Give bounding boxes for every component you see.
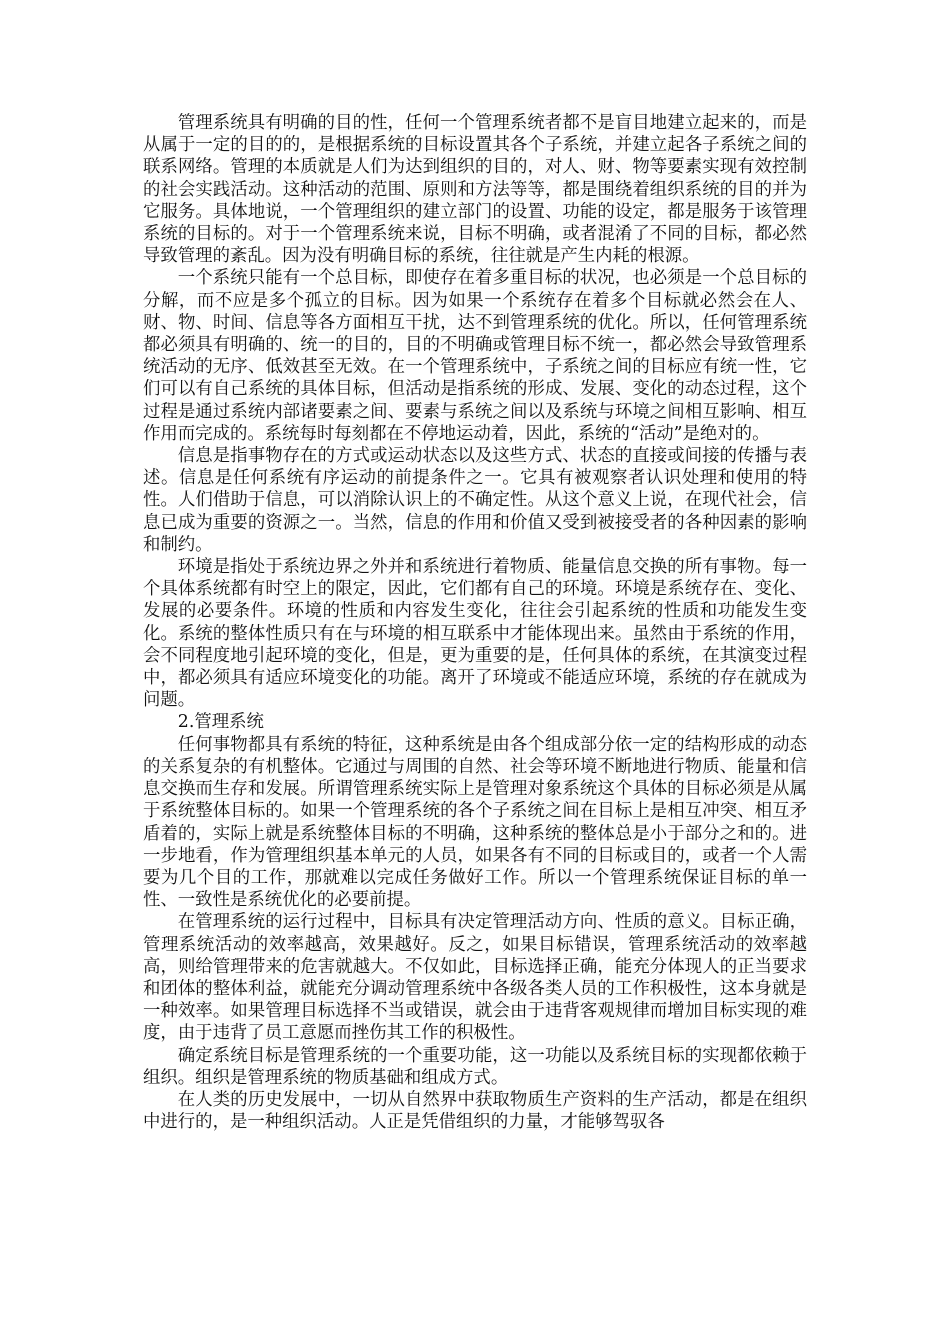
section-heading: 2.管理系统 (177, 712, 264, 733)
paragraph-single-goal: 一个系统只能有一个总目标，即使存在着多重目标的状况，也必须是一个总目标的分解，而不应是多个孤立的目标。因为如果一个系统存在着多个目标就必然会在人、财、物、时间、信息等各方面相互干扰，达不到管理系统的优化。所以，任何管理系统都必须具有明确的、统一的目的，目的不明确或管理目标不统一，都必然会导致管理系统活动的无序、低效甚至无效。在一个管理系统中，子系统之间的目标应有统一性，它们可以有自己系统的具体目标，但活动是指系统的形成、发展、变化的动态过程，这个过程是通过系统内部诸要素之间、要素与系统之间以及系统与环境之间相互影响、相互作用而完成的。系统每时每刻都在不停地运动着，因此，系统的“活动”是绝对的。 (143, 268, 807, 444)
paragraph-history: 在人类的历史发展中，一切从自然界中获取物质生产资料的生产活动，都是在组织中进行的，是一种组织活动。人正是凭借组织的力量，才能够驾驭各 (143, 1089, 807, 1133)
document-page (143, 112, 807, 1133)
paragraph-information: 信息是指事物存在的方式或运动状态以及这些方式、状态的直接或间接的传播与表述。信息是任何系统有序运动的前提条件之一。它具有被观察者认识处理和使用的特性。人们借助于信息，可以消除认识上的不确定性。从这个意义上说，在现代社会，信息已成为重要的资源之一。当然，信息的作用和价值又受到被接受者的各种因素的影响和制约。 (143, 446, 807, 555)
paragraph-environment: 环境是指处于系统边界之外并和系统进行着物质、能量信息交换的所有事物。每一个具体系统都有时空上的限定，因此，它们都有自己的环境。环境是系统存在、变化、发展的必要条件。环境的性质和内容发生变化，往往会引起系统的性质和功能发生变化。系统的整体性质只有在与环境的相互联系中才能体现出来。虽然由于系统的作用，会不同程度地引起环境的变化，但是，更为重要的是，任何具体的系统，在其演变过程中，都必须具有适应环境变化的功能。离开了环境或不能适应环境，系统的存在就成为问题。 (143, 557, 807, 711)
paragraph-purpose: 管理系统具有明确的目的性，任何一个管理系统者都不是盲目地建立起来的，而是从属于一定的目的的，是根据系统的目标设置其各个子系统，并建立起各子系统之间的联系网络。管理的本质就是人们为达到组织的目的，对人、财、物等要素实现有效控制的社会实践活动。这种活动的范围、原则和方法等等，都是围绕着组织系统的目的并为它服务。具体地说，一个管理组织的建立部门的设置、功能的设定，都是服务于该管理系统的目标的。对于一个管理系统来说，目标不明确，或者混淆了不同的目标，都必然导致管理的紊乱。因为没有明确目标的系统，往往就是产生内耗的根源。 (143, 113, 807, 267)
paragraph-goal-role: 在管理系统的运行过程中，目标具有决定管理活动方向、性质的意义。目标正确，管理系统活动的效率越高，效果越好。反之，如果目标错误，管理系统活动的效率越高，则给管理带来的危害就越大。不仅如此，目标选择正确，能充分体现人的正当要求和团体的整体利益，就能充分调动管理系统中各级各类人员的工作积极性，这本身就是一种效率。如果管理目标选择不当或错误，就会由于违背客观规律而增加目标实现的难度，由于违背了员工意愿而挫伤其工作的积极性。 (143, 912, 807, 1044)
paragraph-system-features: 任何事物都具有系统的特征，这种系统是由各个组成部分依一定的结构形成的动态的关系复杂的有机整体。它通过与周围的自然、社会等环境不断地进行物质、能量和信息交换而生存和发展。所谓管理系统实际上是管理对象系统这个具体的目标必须是从属于系统整体目标的。如果一个管理系统的各个子系统之间在目标上是相互冲突、相互矛盾着的，实际上就是系统整体目标的不明确，这种系统的整体总是小于部分之和的。进一步地看，作为管理组织基本单元的人员，如果各有不同的目标或目的，或者一个人需要为几个目的工作，那就难以完成任务做好工作。所以一个管理系统保证目标的单一性、一致性是系统优化的必要前提。 (143, 734, 807, 911)
paragraph-goal-function: 确定系统目标是管理系统的一个重要功能，这一功能以及系统目标的实现都依赖于组织。组织是管理系统的物质基础和组成方式。 (143, 1045, 807, 1088)
